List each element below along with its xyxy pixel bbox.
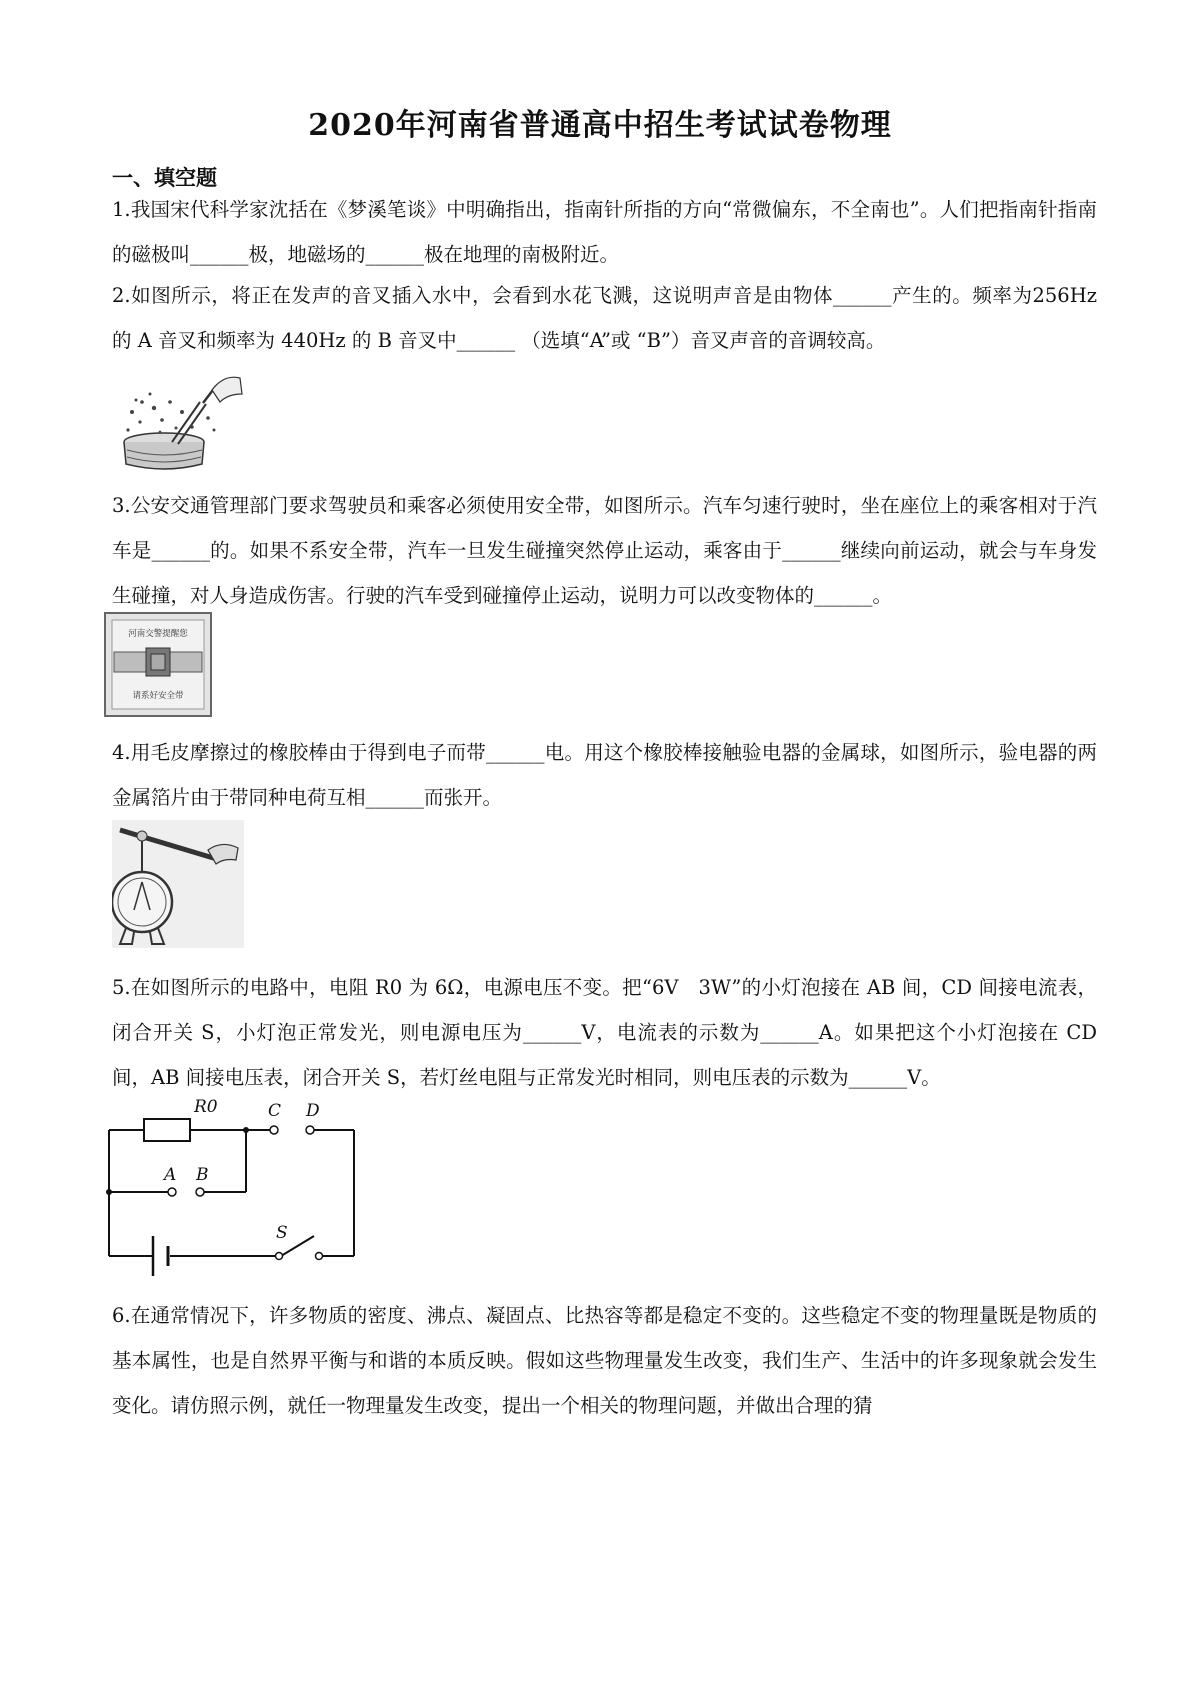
question-2-text: 2.如图所示，将正在发声的音叉插入水中，会看到水花飞溅，这说明声音是由物体______产生的。频率为256Hz 的 A 音叉和频率为 440Hz 的 B 音叉中______ （选填“A”或 “B”）音叉声音的音调较高。 xyxy=(112,284,1097,352)
tuning-fork-figure xyxy=(112,372,247,472)
terminal-b xyxy=(196,1188,204,1196)
label-a: A xyxy=(164,1165,177,1185)
question-2 xyxy=(112,273,1097,363)
seatbelt-figure xyxy=(104,612,212,717)
label-r0: R0 xyxy=(194,1097,218,1117)
question-6-text: 6.在通常情况下，许多物质的密度、沸点、凝固点、比热容等都是稳定不变的。这些稳定不变的物理量既是物质的基本属性，也是自然界平衡与和谐的本质反映。假如这些物理量发生改变，我们生产、生活中的许多现象就会发生变化。请仿照示例，就任一物理量发生改变，提出一个相关的物理问题，并做出合理的猜 xyxy=(112,1304,1097,1417)
question-4-text: 4.用毛皮摩擦过的橡胶棒由于得到电子而带______电。用这个橡胶棒接触验电器的金属球，如图所示，验电器的两金属箔片由于带同种电荷互相______而张开。 xyxy=(112,741,1097,809)
terminal-a xyxy=(168,1188,176,1196)
electroscope-figure xyxy=(112,820,244,948)
seatbelt-sign-bottom-text: 请系好安全带 xyxy=(132,691,184,701)
terminal-c xyxy=(270,1126,278,1134)
question-3 xyxy=(112,483,1097,618)
switch-pivot xyxy=(276,1253,283,1260)
label-c: C xyxy=(268,1101,282,1121)
question-4 xyxy=(112,730,1097,820)
terminal-d xyxy=(306,1126,314,1134)
question-5 xyxy=(112,965,1097,1100)
label-s: S xyxy=(276,1223,288,1243)
question-5-text: 5.在如图所示的电路中，电阻 R0 为 6Ω，电源电压不变。把“6V 3W”的小灯泡接在 AB 间，CD 间接电流表，闭合开关 S，小灯泡正常发光，则电源电压为______V，电流表的示数为______A。如果把这个小灯泡接在 CD 间，AB 间接电压表，闭合开关 S，若灯丝电阻与正常发光时相同，则电压表的示数为______V。 xyxy=(112,976,1097,1089)
question-1 xyxy=(112,187,1097,277)
label-b: B xyxy=(196,1165,209,1185)
circuit-diagram xyxy=(100,1096,370,1278)
section-heading: 一、填空题 xyxy=(112,165,217,190)
resistor-r0 xyxy=(144,1119,190,1141)
question-1-text: 1.我国宋代科学家沈括在《梦溪笔谈》中明确指出，指南针所指的方向“常微偏东，不全南也”。人们把指南针指南的磁极叫______极，地磁场的______极在地理的南极附近。 xyxy=(112,198,1097,266)
question-3-text: 3.公安交通管理部门要求驾驶员和乘客必须使用安全带，如图所示。汽车匀速行驶时，坐在座位上的乘客相对于汽车是______的。如果不系安全带，汽车一旦发生碰撞突然停止运动，乘客由于______继续向前运动，就会与车身发生碰撞，对人身造成伤害。行驶的汽车受到碰撞停止运动，说明力可以改变物体的______。 xyxy=(112,494,1097,607)
switch-contact xyxy=(316,1253,323,1260)
question-6 xyxy=(112,1293,1097,1428)
label-d: D xyxy=(306,1101,320,1121)
page-title: 2020年河南省普通高中招生考试试卷物理 xyxy=(308,108,892,143)
seatbelt-sign-top-text: 河南交警提醒您 xyxy=(128,629,188,639)
